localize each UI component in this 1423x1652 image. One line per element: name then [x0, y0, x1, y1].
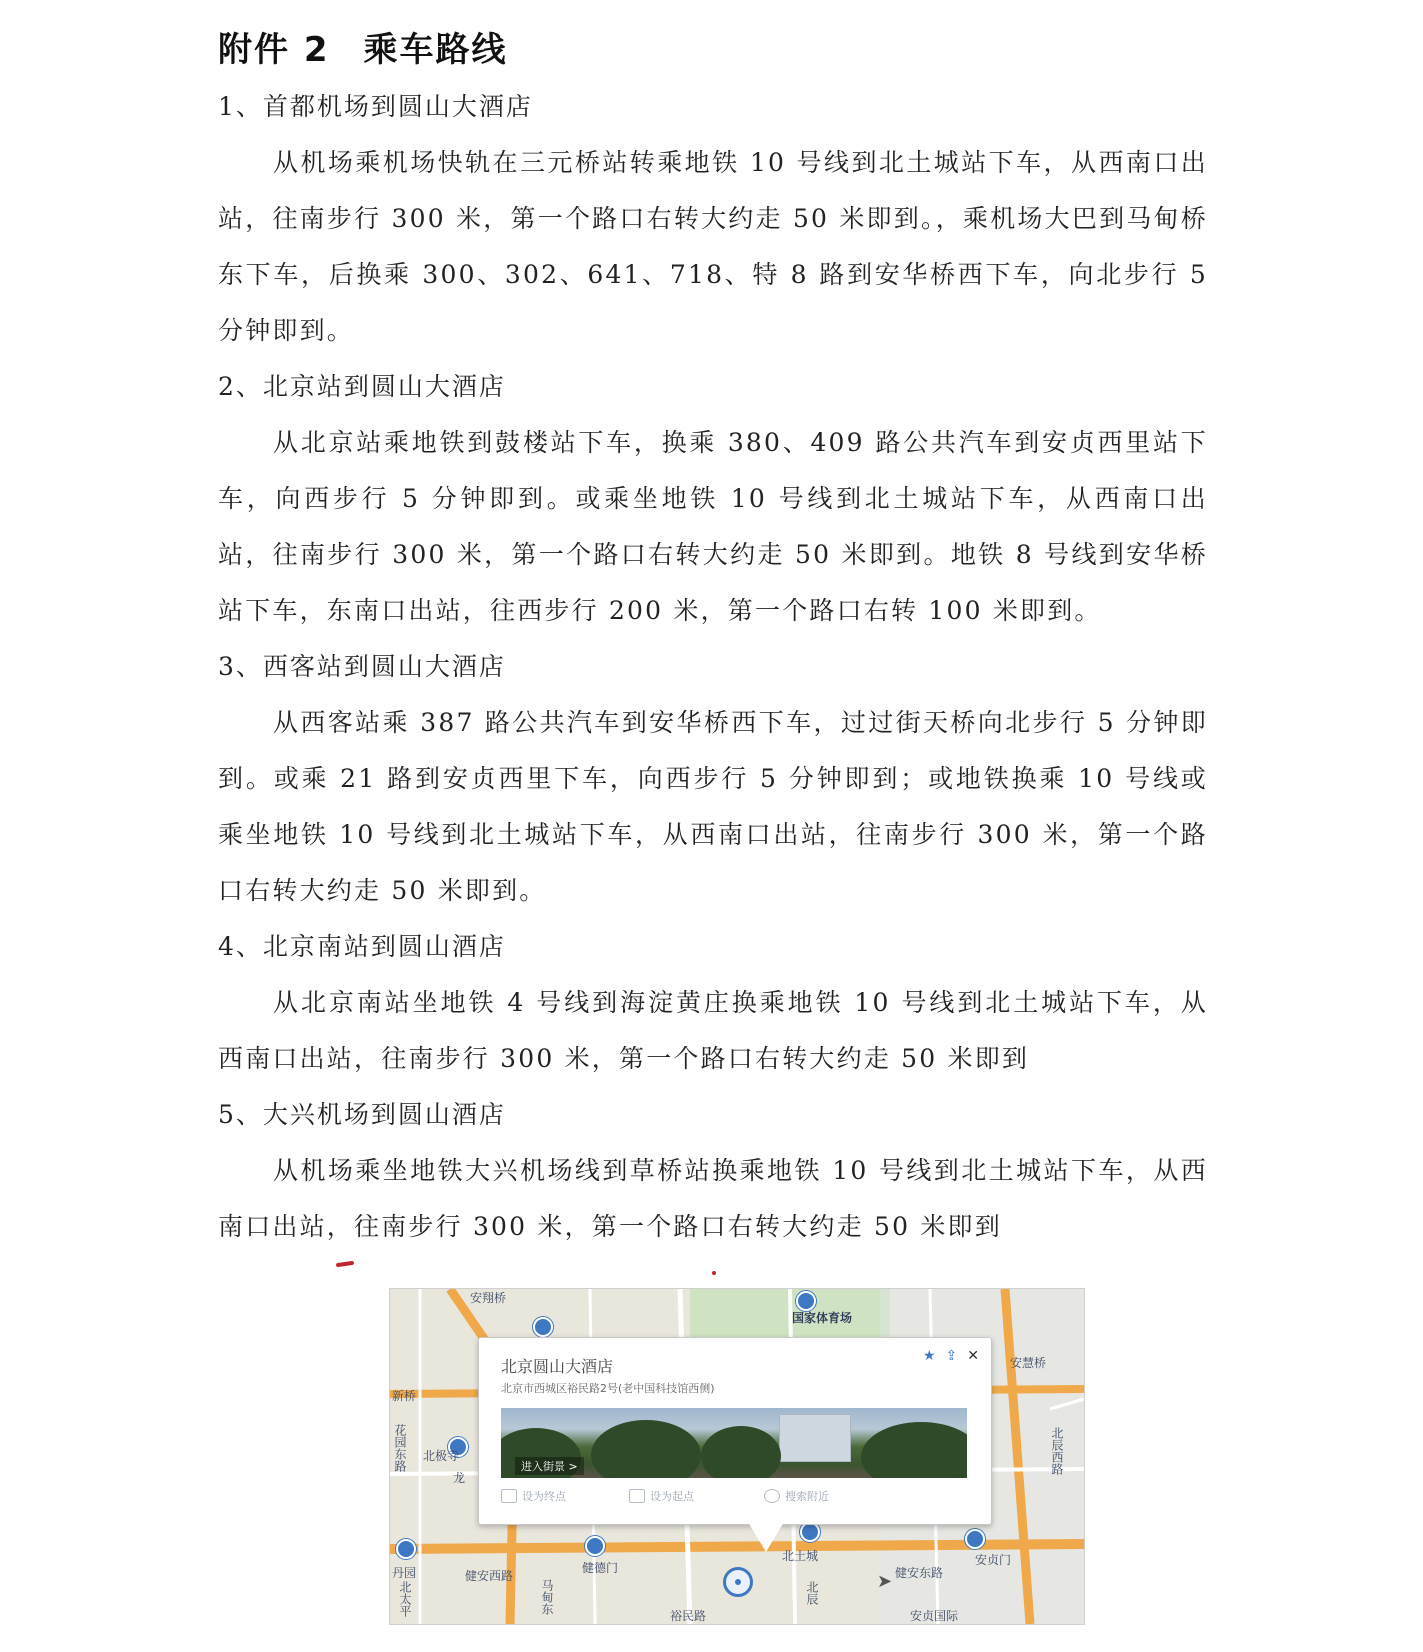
- route-text: 从北京南站坐地铁 4 号线到海淀黄庄换乘地铁 10 号线到北土城站下车，从西南口出站，往南步行 300 米，第一个路口右转大约走 50 米即到: [218, 988, 1208, 1073]
- map-label: 国家体育场: [792, 1311, 853, 1325]
- popup-address: 北京市西城区裕民路2号(老中国科技馆西侧): [501, 1382, 715, 1395]
- action-label: 设为起点: [650, 1490, 694, 1503]
- tree-shape: [701, 1426, 781, 1478]
- tree-shape: [861, 1422, 967, 1478]
- cursor-icon: ➤: [877, 1571, 893, 1592]
- street-view-photo[interactable]: [501, 1408, 967, 1478]
- route-section-3: [218, 639, 1208, 919]
- metro-station-icon[interactable]: [796, 1291, 816, 1311]
- action-label: 设为终点: [522, 1490, 566, 1503]
- set-destination-button[interactable]: [501, 1488, 566, 1504]
- route-heading: 2、北京站到圆山大酒店: [218, 372, 506, 401]
- set-start-button[interactable]: [629, 1488, 694, 1504]
- close-icon[interactable]: ✕: [967, 1348, 979, 1364]
- map-label: 北土城: [782, 1549, 819, 1563]
- map-label: 龙: [453, 1471, 466, 1485]
- route-heading: 1、首都机场到圆山大酒店: [218, 92, 533, 121]
- map-label: 北辰: [805, 1581, 819, 1605]
- popup-icons: [923, 1348, 979, 1364]
- route-text: 从机场乘坐地铁大兴机场线到草桥站换乘地铁 10 号线到北土城站下车，从西南口出站，往南步行 300 米，第一个路口右转大约走 50 米即到: [218, 1156, 1208, 1241]
- route-section-1: [218, 79, 1208, 359]
- title-text: 乘车路线: [363, 30, 508, 70]
- popup-place-name: 北京圆山大酒店: [501, 1357, 614, 1376]
- map-label: 丹园: [392, 1566, 417, 1580]
- location-popup[interactable]: [478, 1337, 992, 1525]
- map-label: 马甸东: [540, 1579, 554, 1615]
- route-heading: 5、大兴机场到圆山酒店: [218, 1100, 506, 1129]
- metro-station-icon[interactable]: [533, 1317, 553, 1337]
- red-ink-dot: [712, 1271, 716, 1275]
- metro-station-icon[interactable]: [585, 1536, 605, 1556]
- star-icon[interactable]: ★: [922, 1348, 936, 1364]
- route-text: 从北京站乘地铁到鼓楼站下车，换乘 380、409 路公共汽车到安贞西里站下车，向西步行 5 分钟即到。或乘坐地铁 10 号线到北土城站下车，从西南口出站，往南步行 300 米，第一个路口右转大约走 50 米即到。地铁 8 号线到安华桥站下车，东南口出站，往西步行 200 米，第一个路口右转 100 米即到。: [218, 428, 1208, 625]
- map-label: 健安西路: [465, 1569, 514, 1583]
- search-icon: [764, 1489, 780, 1503]
- map-label: 裕民路: [670, 1609, 707, 1623]
- map-label: 健德门: [582, 1561, 619, 1575]
- map-label: 北太平: [398, 1581, 412, 1617]
- route-text: 从机场乘机场快轨在三元桥站转乘地铁 10 号线到北土城站下车，从西南口出站，往南步行 300 米，第一个路口右转大约走 50 米即到。，乘机场大巴到马甸桥东下车，后换乘 300、302、641、718、特 8 路到安华桥西下车，向北步行 5 分钟即到。: [218, 148, 1208, 345]
- map-label: 北极寺: [423, 1449, 460, 1463]
- location-pin-icon[interactable]: [723, 1567, 753, 1597]
- route-heading: 4、北京南站到圆山酒店: [218, 932, 506, 961]
- start-icon: [629, 1489, 645, 1503]
- route-section-5: [218, 1087, 1208, 1255]
- map-label: 安贞国际: [910, 1609, 959, 1623]
- destination-icon: [501, 1489, 517, 1503]
- tree-shape: [591, 1420, 701, 1478]
- map-label: 安翔桥: [470, 1291, 507, 1305]
- building-shape: [779, 1414, 851, 1462]
- share-icon[interactable]: ⇪: [945, 1348, 958, 1364]
- metro-station-icon[interactable]: [965, 1529, 985, 1549]
- map-label: 花园东路: [393, 1424, 407, 1472]
- search-nearby-button[interactable]: [764, 1488, 829, 1504]
- metro-station-icon[interactable]: [396, 1539, 416, 1559]
- map-label: 北辰西路: [1050, 1427, 1064, 1475]
- map-label: 健安东路: [895, 1566, 944, 1580]
- title-prefix: 附件 2: [218, 30, 330, 70]
- metro-station-icon[interactable]: [800, 1522, 820, 1542]
- street-view-button[interactable]: 进入街景 >: [515, 1457, 584, 1475]
- red-ink-mark: [336, 1261, 354, 1267]
- map-label: 安贞门: [975, 1553, 1012, 1567]
- route-text: 从西客站乘 387 路公共汽车到安华桥西下车，过过街天桥向北步行 5 分钟即到。或乘 21 路到安贞西里下车，向西步行 5 分钟即到；或地铁换乘 10 号线或乘坐地铁 10 号线到北土城站下车，从西南口出站，往南步行 300 米，第一个路口右转大约走 50 米即到。: [218, 708, 1208, 905]
- popup-pointer: [748, 1522, 784, 1552]
- route-heading: 3、西客站到圆山大酒店: [218, 652, 506, 681]
- action-label: 搜索附近: [785, 1490, 829, 1503]
- location-map[interactable]: [389, 1288, 1085, 1625]
- map-label: 安慧桥: [1010, 1356, 1047, 1370]
- route-section-2: [218, 359, 1208, 639]
- route-section-4: [218, 919, 1208, 1087]
- map-label: 新桥: [392, 1389, 417, 1403]
- page-title: [218, 22, 508, 71]
